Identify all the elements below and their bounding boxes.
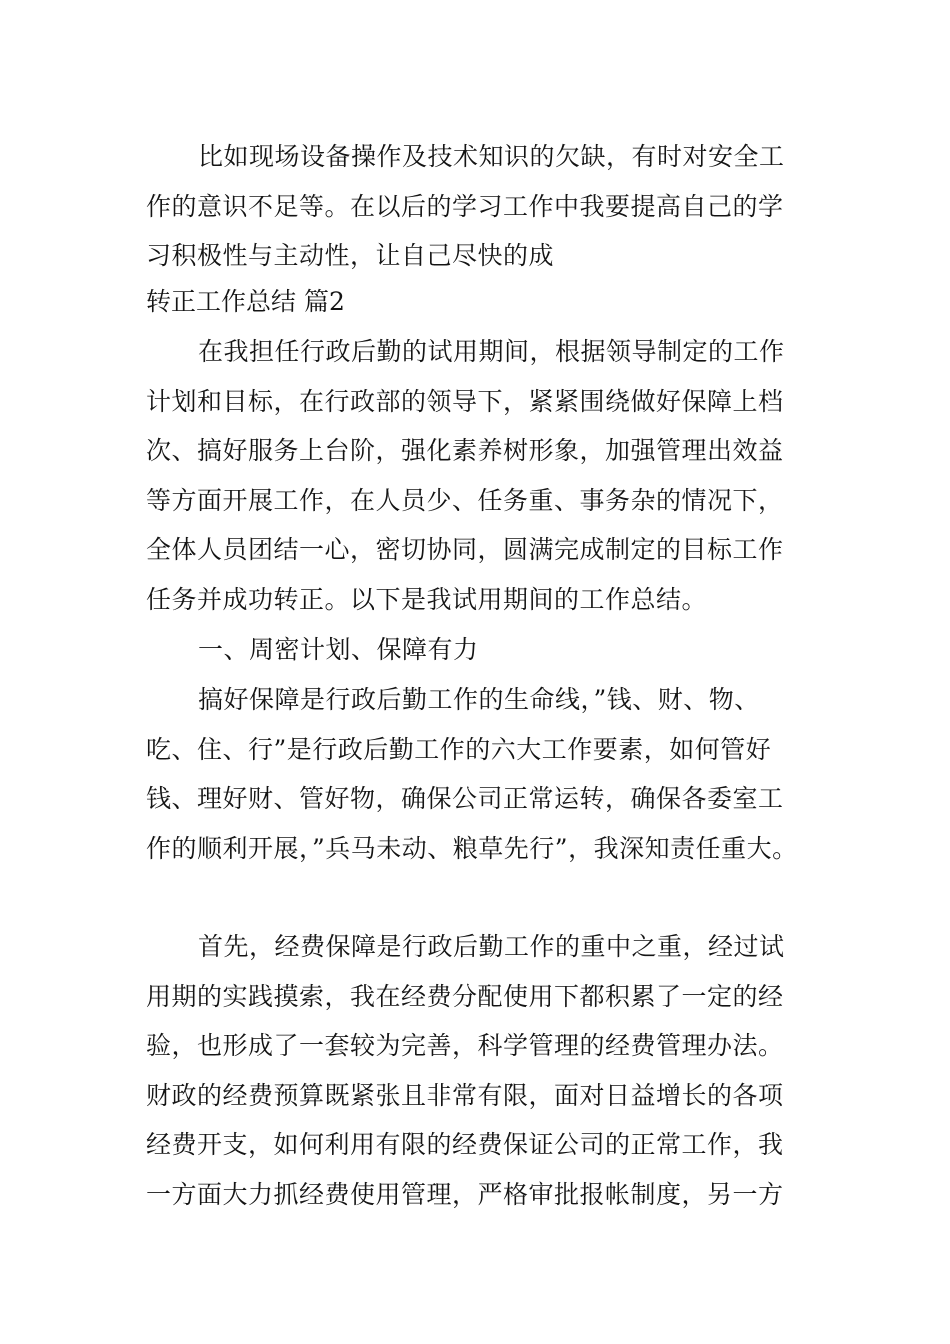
paragraph-3: 搞好保障是行政后勤工作的生命线，”钱、财、物、吃、住、行”是行政后勤工作的六大工作要素，如何管好钱、理好财、管好物，确保公司正常运转，确保各委室工作的顺利开展，”兵马未动、粮草先行”，我深知责任重大。 bbox=[146, 685, 798, 863]
paragraph-4: 首先，经费保障是行政后勤工作的重中之重，经过试用期的实践摸索，我在经费分配使用下都积累了一定的经验，也形成了一套较为完善，科学管理的经费管理办法。财政的经费预算既紧张且非常有限，面对日益增长的各项经费开支，如何利用有限的经费保证公司的正常工作，我一方面大力抓经费使用管理，严格审批报帐制度，另一方 bbox=[146, 932, 785, 1209]
section-heading: 转正工作总结 篇2 bbox=[146, 287, 345, 316]
paragraph-2: 在我担任行政后勤的试用期间，根据领导制定的工作计划和目标，在行政部的领导下，紧紧围绕做好保障上档次、搞好服务上台阶，强化素养树形象，加强管理出效益等方面开展工作，在人员少、任务重、事务杂的情况下，全体人员团结一心，密切协同，圆满完成制定的目标工作任务并成功转正。以下是我试用期间的工作总结。 bbox=[146, 337, 785, 614]
paragraph-1: 比如现场设备操作及技术知识的欠缺，有时对安全工作的意识不足等。在以后的学习工作中我要提高自己的学习积极性与主动性，让自己尽快的成 bbox=[146, 142, 785, 270]
subsection-title: 一、周密计划、保障有力 bbox=[198, 635, 479, 664]
